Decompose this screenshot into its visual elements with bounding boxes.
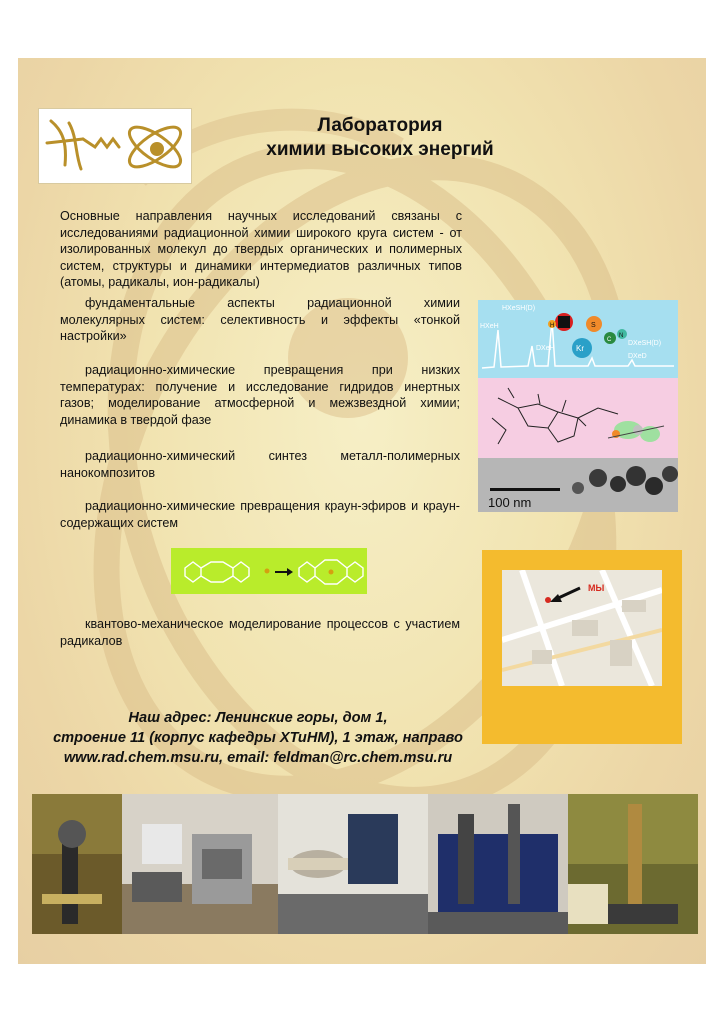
tem-image (478, 458, 678, 512)
lab-emblem-icon (39, 109, 191, 183)
research-item: квантово-механическое моделирование процессов с участием радикалов (60, 617, 460, 648)
lab-photo (278, 794, 428, 934)
crown-ether-reaction-figure (171, 548, 367, 594)
location-map (502, 570, 662, 686)
atom-label: Kr (576, 344, 584, 353)
address-line-2: строение 11 (корпус кафедры ХТиНМ), 1 этаж, направо (53, 730, 463, 746)
address-line-1: Наш адрес: Ленинские горы, дом 1, (128, 710, 388, 726)
lab-photo (568, 794, 698, 934)
research-item: радиационно-химический синтез металл-полимерных нанокомпозитов (60, 449, 460, 480)
lab-photo (122, 794, 278, 934)
spectrum-label: DXeD (628, 353, 647, 360)
contact-address (38, 708, 478, 768)
poster (18, 58, 706, 964)
lab-photo (32, 794, 122, 934)
spectrum-figure (478, 300, 678, 378)
scale-bar-label: 100 nm (488, 495, 532, 510)
atom-label: C (607, 337, 612, 343)
spectrum-label: DXeH (536, 345, 555, 352)
molecule-figure (478, 378, 678, 458)
research-item: фундаментальные аспекты радиационной химии молекулярных систем: селективность и эффекты «тонкой настройки» (60, 296, 460, 343)
lab-photo (428, 794, 568, 934)
atom-label: N (619, 333, 624, 339)
research-item: радиационно-химические превращения краун-эфиров и краун-содержащих систем (60, 499, 460, 530)
intro-text: Основные направления научных исследований связаны с исследованиями радиационной химии широкого круга систем - от изолированных молекул до твердых органических и полимерных систем, структуры и динамики интермедиатов различных типов (атомы, радикалы, ион-радикалы) (60, 209, 462, 289)
title-line-2: химии высоких энергий (266, 139, 494, 160)
atom-label: S (591, 322, 596, 329)
location-map-frame (482, 550, 682, 744)
research-item: радиационно-химические превращения при низких температурах: получение и исследование гидридов инертных газов; моделирование атмосферной и межзвездной химии; динамика в твердой фазе (60, 363, 460, 427)
map-marker-label: МЫ (588, 583, 605, 593)
spectrum-label: DXeSH(D) (628, 340, 662, 347)
atom-label: H (550, 323, 555, 329)
lab-logo (38, 108, 192, 184)
title-line-1: Лаборатория (317, 115, 443, 136)
lab-photo-strip (32, 794, 698, 934)
page-title (210, 114, 550, 162)
spectrum-label: HXeH (480, 323, 499, 330)
spectrum-label: HXeSH(D) (502, 305, 536, 312)
address-line-3[interactable]: www.rad.chem.msu.ru, email: feldman@rc.chem.msu.ru (63, 750, 453, 766)
